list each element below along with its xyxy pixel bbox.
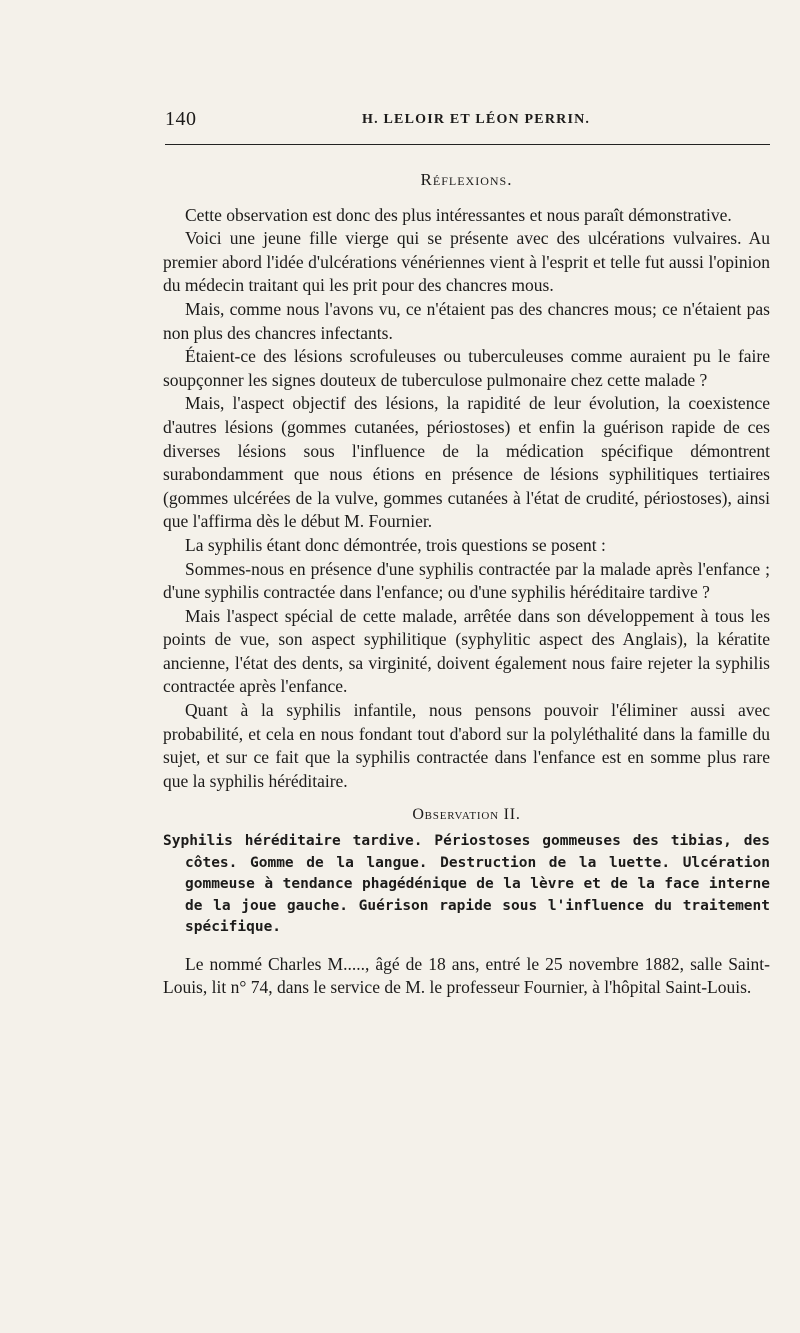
body-text [163, 168, 770, 1000]
paragraph-5: Mais, l'aspect objectif des lésions, la rapidité de leur évolution, la coexistence d'autres lésions (gommes cutanées, périostoses) et enfin la guérison rapide de ces diverses lésions sous l'influence de la médication spécifique démontrent surabondamment que nous étions en présence de lésions syphilitiques tertiaires (gommes ulcérées de la vulve, gommes cutanées à l'état de crudité, périostoses), ainsi que l'affirma dès le début M. Fournier. [163, 393, 770, 532]
paragraph-3: Mais, comme nous l'avons vu, ce n'étaient pas des chancres mous; ce n'étaient pas non plus des chancres infectants. [163, 298, 770, 343]
header-rule [165, 144, 770, 145]
running-head [165, 106, 770, 134]
observation-heading: Observation II. [412, 806, 521, 824]
paragraph-9: Quant à la syphilis infantile, nous pensons pouvoir l'éliminer aussi avec probabilité, et cela en nous fondant tout d'abord sur la polyléthalité dans la famille du sujet, et sur ce fait que la syphilis contractée dans l'enfance est en somme plus rare que la syphilis héréditaire. [163, 700, 770, 791]
paragraph-4: Étaient-ce des lésions scrofuleuses ou tuberculeuses comme auraient pu le faire soupçonner les signes douteux de tuberculose pulmonaire chez cette malade ? [163, 346, 770, 390]
section-heading: Réflexions. [420, 170, 513, 189]
observation-summary: Syphilis héréditaire tardive. Périostoses gommeuses des tibias, des côtes. Gomme de la langue. Destruction de la luette. Ulcération gommeuse à tendance phagédénique de la lèvre et de la face interne de la joue gauche. Guérison rapide sous l'influence du traitement spécifique. [163, 833, 770, 936]
observation-text: Le nommé Charles M....., âgé de 18 ans, entré le 25 novembre 1882, salle Saint-Louis, lit n° 74, dans le service de M. le professeur Fournier, à l'hôpital Saint-Louis. [163, 953, 770, 998]
paragraph-8: Mais l'aspect spécial de cette malade, arrêtée dans son développement à tous les points de vue, son aspect syphilitique (syphylitic aspect des Anglais), la kératite ancienne, l'état des dents, sa virginité, doivent également nous faire rejeter la syphilis contractée après l'enfance. [163, 605, 770, 697]
paragraph-1: Cette observation est donc des plus intéressantes et nous paraît démonstrative. [185, 204, 732, 225]
paragraph-2: Voici une jeune fille vierge qui se présente avec des ulcérations vulvaires. Au premier abord l'idée d'ulcérations vénériennes vient à l'esprit et telle fut aussi l'opinion du médecin traitant qui les prit pour des chancres mous. [163, 228, 770, 296]
paragraph-6: La syphilis étant donc démontrée, trois questions se posent : [185, 534, 606, 555]
running-title: H. LELOIR ET LÉON PERRIN. [362, 112, 591, 127]
page-number: 140 [165, 108, 197, 130]
paragraph-7: Sommes-nous en présence d'une syphilis contractée par la malade après l'enfance ; d'une syphilis contractée dans l'enfance; ou d'une syphilis héréditaire tardive ? [163, 558, 770, 603]
